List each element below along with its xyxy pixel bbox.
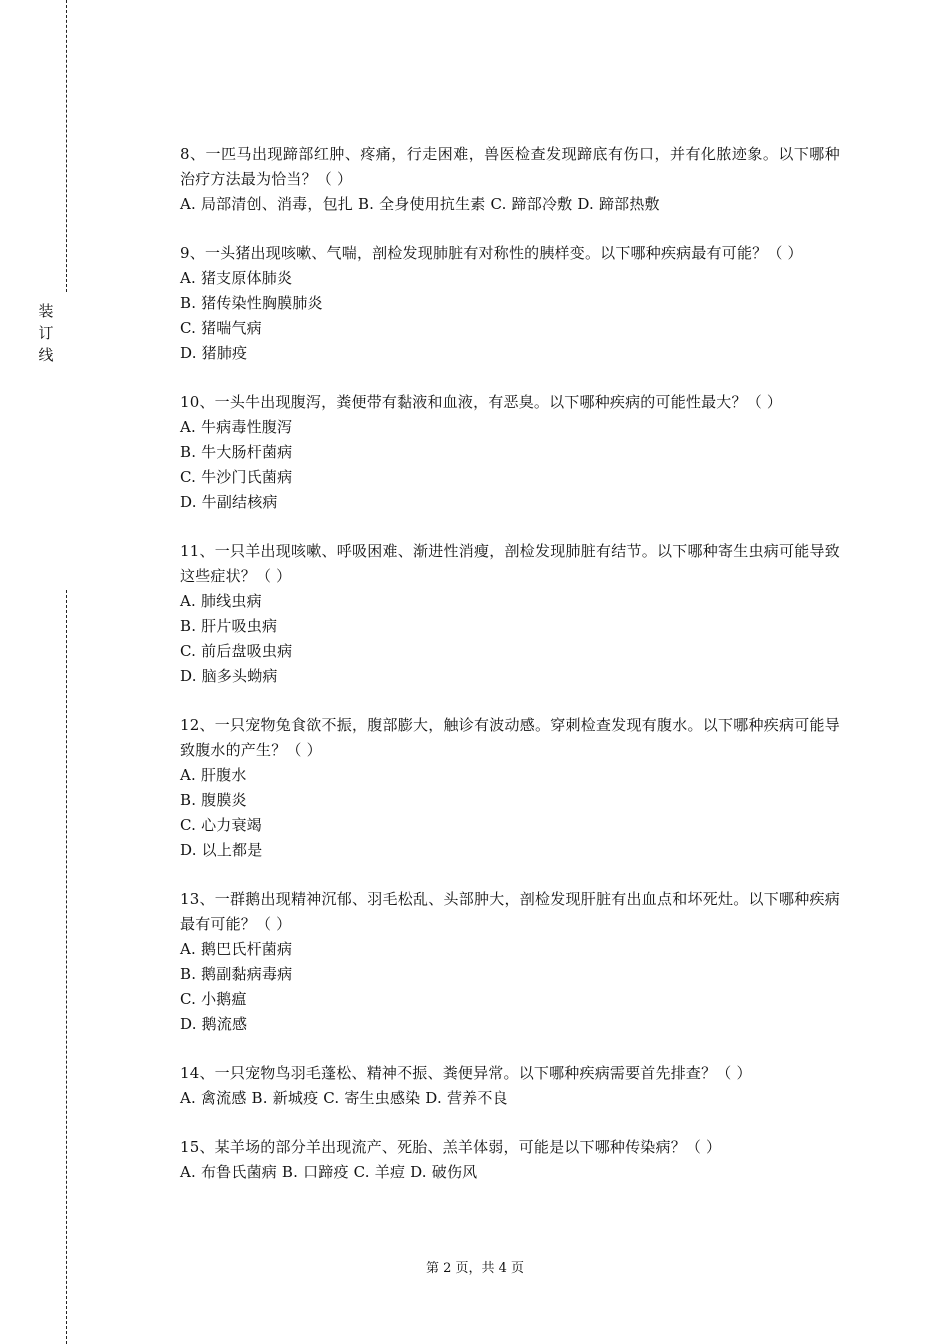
- option-c: C. 心力衰竭: [180, 816, 262, 834]
- question-list: [180, 142, 840, 1209]
- page-footer: 第 2 页，共 4 页: [425, 1261, 525, 1276]
- option-d: D. 牛副结核病: [180, 493, 278, 511]
- option-b: B. 鹅副黏病毒病: [180, 965, 293, 983]
- option-b: B. 肝片吸虫病: [180, 617, 278, 635]
- question-stem: 10、一头牛出现腹泻，粪便带有黏液和血液，有恶臭。以下哪种疾病的可能性最大？（ ）: [180, 393, 783, 411]
- options-inline: A. 布鲁氏菌病 B. 口蹄疫 C. 羊痘 D. 破伤风: [180, 1163, 478, 1181]
- option-d: D. 猪肺疫: [180, 344, 248, 362]
- option-a: A. 肺线虫病: [180, 592, 262, 610]
- option-d: D. 脑多头蚴病: [180, 667, 278, 685]
- option-a: A. 肝腹水: [180, 766, 247, 784]
- question-stem: 12、一只宠物兔食欲不振，腹部膨大，触诊有波动感。穿刺检查发现有腹水。以下哪种疾病可能导致腹水的产生？（ ）: [180, 716, 840, 759]
- question-stem: 8、一匹马出现蹄部红肿、疼痛，行走困难，兽医检查发现蹄底有伤口，并有化脓迹象。以下哪种治疗方法最为恰当？（ ）: [180, 145, 840, 188]
- option-c: C. 小鹅瘟: [180, 990, 247, 1008]
- question-13: [180, 887, 840, 1037]
- option-c: C. 猪喘气病: [180, 319, 262, 337]
- question-11: [180, 539, 840, 689]
- binding-char: 订: [38, 324, 54, 342]
- question-stem: 15、某羊场的部分羊出现流产、死胎、羔羊体弱，可能是以下哪种传染病？（ ）: [180, 1138, 722, 1156]
- option-a: A. 猪支原体肺炎: [180, 269, 293, 287]
- question-9: [180, 241, 840, 366]
- option-b: B. 猪传染性胸膜肺炎: [180, 294, 323, 312]
- question-14: [180, 1061, 840, 1111]
- question-8: [180, 142, 840, 217]
- option-a: A. 牛病毒性腹泻: [180, 418, 293, 436]
- option-a: A. 鹅巴氏杆菌病: [180, 940, 293, 958]
- question-15: [180, 1135, 840, 1185]
- option-d: D. 以上都是: [180, 841, 263, 859]
- option-c: C. 前后盘吸虫病: [180, 642, 293, 660]
- option-b: B. 牛大肠杆菌病: [180, 443, 293, 461]
- question-10: [180, 390, 840, 515]
- binding-line-bottom: [66, 590, 67, 1344]
- binding-char: 装: [38, 302, 54, 320]
- option-d: D. 鹅流感: [180, 1015, 248, 1033]
- options-inline: A. 局部清创、消毒，包扎 B. 全身使用抗生素 C. 蹄部冷敷 D. 蹄部热敷: [180, 195, 660, 213]
- question-stem: 14、一只宠物鸟羽毛蓬松、精神不振、粪便异常。以下哪种疾病需要首先排查？（ ）: [180, 1064, 752, 1082]
- question-stem: 13、一群鹅出现精神沉郁、羽毛松乱、头部肿大，剖检发现肝脏有出血点和坏死灶。以下哪种疾病最有可能？（ ）: [180, 890, 840, 933]
- binding-label: [36, 300, 56, 366]
- question-12: [180, 713, 840, 863]
- option-b: B. 腹膜炎: [180, 791, 247, 809]
- question-stem: 11、一只羊出现咳嗽、呼吸困难、渐进性消瘦，剖检发现肺脏有结节。以下哪种寄生虫病可能导致这些症状？（ ）: [180, 542, 840, 585]
- option-c: C. 牛沙门氏菌病: [180, 468, 293, 486]
- options-inline: A. 禽流感 B. 新城疫 C. 寄生虫感染 D. 营养不良: [180, 1089, 508, 1107]
- binding-line-top: [66, 0, 67, 292]
- binding-char: 线: [38, 346, 54, 364]
- question-stem: 9、一头猪出现咳嗽、气喘，剖检发现肺脏有对称性的胰样变。以下哪种疾病最有可能？（ ）: [180, 244, 803, 262]
